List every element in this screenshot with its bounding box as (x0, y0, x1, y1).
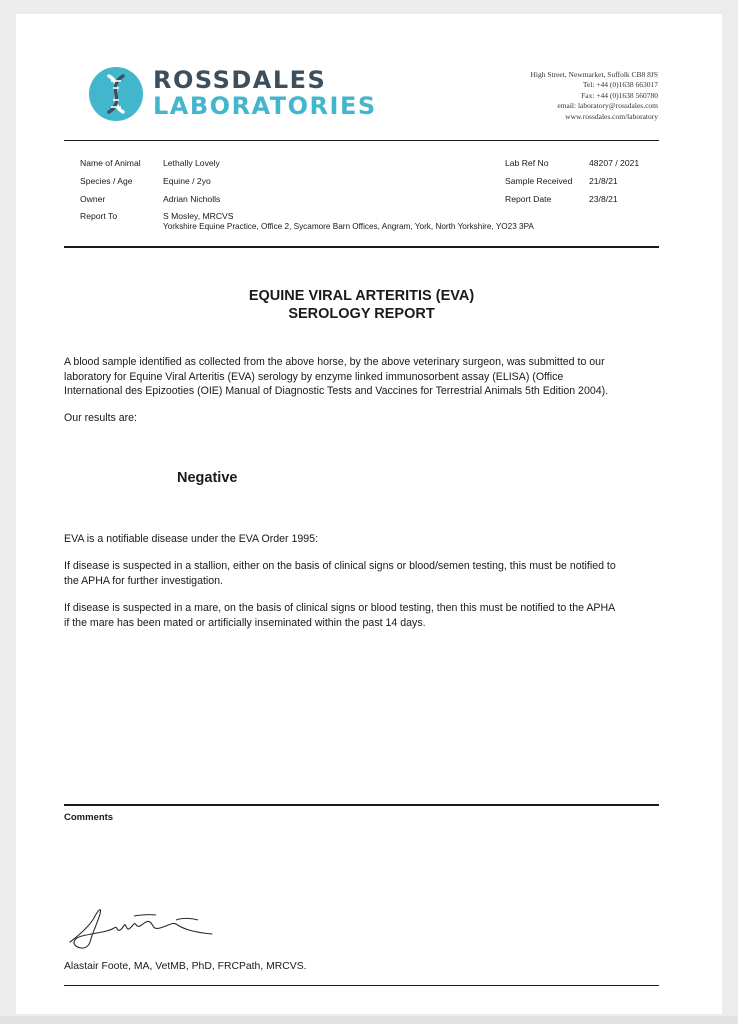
results-intro: Our results are: (64, 412, 138, 424)
stallion-line-2: the APHA for further investigation. (64, 574, 223, 587)
report-title-line1: EQUINE VIRAL ARTERITIS (EVA) (248, 288, 475, 304)
report-date-label: Report Date (505, 194, 552, 204)
comments-label: Comments (64, 812, 114, 823)
mare-line-2: if the mare has been mated or artificially inseminated within the past 14 days. (64, 616, 426, 629)
address-street: High Street, Newmarket, Suffolk CB8 8JS (530, 70, 658, 79)
lab-ref-label: Lab Ref No (505, 158, 549, 168)
intro-line-3: International des Epizooties (OIE) Manual of Diagnostic Tests and Vaccines for Terrestrial Animals 5th Edition 2004). (64, 385, 609, 398)
signature-image (64, 898, 224, 956)
mare-paragraph (64, 601, 662, 630)
comments-divider (64, 804, 659, 806)
header-divider (64, 140, 659, 141)
address-fax: Fax: +44 (0)1638 560780 (581, 90, 658, 100)
stallion-line-1: If disease is suspected in a stallion, either on the basis of clinical signs or blood/semen testing, this must be notified to (64, 560, 616, 572)
report-date-value: 23/8/21 (589, 194, 618, 204)
animal-value: Lethally Lovely (163, 158, 220, 168)
report-to-name: S Mosley, MRCVS (163, 211, 234, 221)
lab-address (458, 70, 658, 122)
notifiable-statement: EVA is a notifiable disease under the EVA Order 1995: (64, 533, 319, 545)
signer-name: Alastair Foote, MA, VetMB, PhD, FRCPath, MRCVS. (64, 961, 307, 972)
owner-value: Adrian Nicholls (163, 194, 221, 204)
sample-received-label: Sample Received (505, 176, 573, 186)
address-tel: Tel: +44 (0)1638 663017 (582, 80, 658, 90)
address-website: www.rossdales.com/laboratory (565, 111, 658, 121)
species-label: Species / Age (80, 176, 133, 186)
intro-line-1: A blood sample identified as collected from the above horse, by the above veterinary surgeon, was submitted to our (64, 356, 605, 368)
report-to-label: Report To (80, 211, 118, 221)
lab-logo (88, 66, 378, 126)
logo-wordmark-top: ROSSDALES (153, 66, 327, 94)
owner-label: Owner (80, 194, 106, 204)
page-bottom-edge (0, 1016, 738, 1024)
report-to-address: Yorkshire Equine Practice, Office 2, Sycamore Barn Offices, Angram, York, North Yorkshire, YO23 3PA (163, 222, 534, 231)
mare-line-1: If disease is suspected in a mare, on the basis of clinical signs or blood testing, then this must be notified to the APHA (64, 602, 616, 614)
intro-line-2: laboratory for Equine Viral Arteritis (EVA) serology by enzyme linked immunosorbent assay (ELISA) (Office (64, 370, 564, 383)
stallion-paragraph (64, 559, 662, 588)
address-email: email: laboratory@rossdales.com (557, 101, 658, 111)
footer-divider (64, 985, 659, 986)
logo-wordmark-bottom: LABORATORIES (153, 92, 377, 120)
dna-logo-icon (88, 66, 144, 122)
species-value: Equine / 2yo (163, 176, 211, 186)
animal-label: Name of Animal (80, 158, 141, 168)
report-title-line2: SEROLOGY REPORT (288, 306, 435, 322)
lab-ref-value: 48207 / 2021 (589, 158, 640, 168)
sample-received-value: 21/8/21 (589, 176, 618, 186)
details-divider (64, 246, 659, 248)
test-result: Negative (177, 470, 238, 486)
intro-paragraph (64, 355, 662, 399)
